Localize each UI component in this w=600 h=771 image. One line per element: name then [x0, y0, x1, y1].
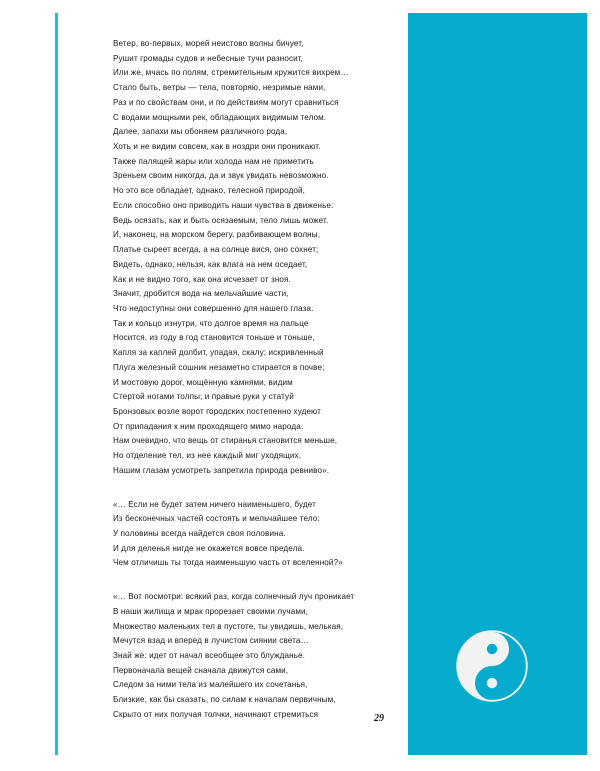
- poem-line: Ветер, во-первых, морей неистово волны бичует,: [113, 39, 304, 48]
- poem-line: Мечутся взад и вперед в лучистом сиянии света…: [113, 636, 309, 646]
- poem-line: Знай же: идет от начал всеобщее это блужданье.: [113, 651, 305, 661]
- poem-line: Из бесконечных частей состоять и мельчайшее тело:: [113, 514, 320, 524]
- stanza: [113, 590, 403, 722]
- poem-line: Значит, дробится вода на мельчайшие части,: [113, 289, 289, 299]
- poem-line: Бронзовых возле ворот городских постепенно худеют: [113, 406, 321, 416]
- poem-line: Скрыто от них получая толчки, начинают стремиться: [113, 709, 319, 719]
- poem-line: С водами мощными рек, обладающих видимым телом.: [113, 112, 327, 122]
- poem-line: Множество маленьких тел в пустоте, ты увидишь, мелькая,: [113, 621, 344, 631]
- poem-text-column: [113, 37, 403, 723]
- poem-line: От припадания к ним проходящего мимо народа.: [113, 421, 304, 431]
- poem-line: Что недоступны они совершенно для нашего глаза.: [113, 303, 314, 313]
- poem-line: И, наконец, на морском берегу, разбивающем волны,: [113, 230, 321, 240]
- poem-line: Стертой ногами толпы; и правые руки у статуй: [113, 392, 294, 402]
- poem-line: Чем отличишь ты тогда наименьшую часть от вселенной?»: [113, 558, 343, 568]
- stanza: [113, 498, 403, 572]
- poem-line: Далее, запахи мы обоняем различного рода,: [113, 127, 288, 137]
- poem-line: Видеть, однако, нельзя, как влага на нем оседает,: [113, 259, 308, 269]
- poem-line: У половины всегда найдется своя половина.: [113, 529, 286, 538]
- left-margin-rule: [55, 13, 58, 755]
- poem-line: Но отделение тел, из нее каждый миг уходящих,: [113, 451, 302, 461]
- poem-line: Близкие, как бы сказать, по силам к началам первичным,: [113, 695, 336, 705]
- poem-line: Или же, мчась по полям, стремительным кружится вихрем…: [113, 68, 349, 78]
- yin-yang-icon: [455, 629, 529, 703]
- poem-line: Если способно оно приводить наши чувства в движенье:: [113, 200, 334, 210]
- poem-line: Ведь осязать, как и быть осязаемым, тело лишь может.: [113, 215, 329, 225]
- stanza: [113, 37, 403, 479]
- poem-line: Капля за каплей долбит, упадая, скалу; искривленный: [113, 348, 324, 358]
- poem-line: В наши жилища и мрак прорезает своими лучами,: [113, 606, 309, 616]
- poem-line: «… Если не будет затем ничего наименьшего, будет: [113, 499, 316, 509]
- poem-line: «… Вот посмотри: всякий раз, когда солнечный луч проникает: [113, 592, 355, 602]
- poem-line: Раз и по свойствам они, и по действиям могут сравниться: [113, 97, 339, 107]
- poem-line: Как и не видно того, как она исчезает от зноя.: [113, 274, 291, 284]
- poem-line: Также палящей жары или холода нам не приметить: [113, 156, 314, 166]
- poem-line: Плуга железный сошник незаметно стирается в почве;: [113, 362, 325, 372]
- poem-line: Носится, из году в год становится тоньше и тоньше,: [113, 333, 315, 343]
- poem-line: И мостовую дорог, мощённую камнями, видим: [113, 377, 293, 387]
- poem-line: Платье сыреет всегда, а на солнце вися, оно сохнет;: [113, 245, 319, 255]
- poem-line: Нашим глазам усмотреть запретила природа ревниво».: [113, 465, 330, 475]
- poem-line: Зреньем своим никогда, да и звук увидать невозможно.: [113, 171, 329, 181]
- poem-line: Рушит громады судов и небесные тучи разносит,: [113, 53, 304, 63]
- poem-line: Но это все обладает, однако, телесной природой,: [113, 186, 306, 196]
- poem-line: Хоть и не видим совсем, как в ноздри они проникают.: [113, 142, 321, 152]
- poem-line: И для деленья нигде не окажется вовсе предела.: [113, 543, 305, 553]
- poem-line: Нам очевидно, что вещь от стиранья становится меньше,: [113, 436, 338, 446]
- poem-line: Первоначала вещей сначала движутся сами,: [113, 665, 289, 675]
- poem-line: Стало быть, ветры — тела, повторяю, незримые нами,: [113, 83, 326, 93]
- page-number: 29: [374, 713, 384, 724]
- poem-line: Следом за ними тела из малейшего их сочетанья,: [113, 680, 308, 690]
- poem-line: Так и кольцо изнутри, что долгое время на пальце: [113, 318, 309, 328]
